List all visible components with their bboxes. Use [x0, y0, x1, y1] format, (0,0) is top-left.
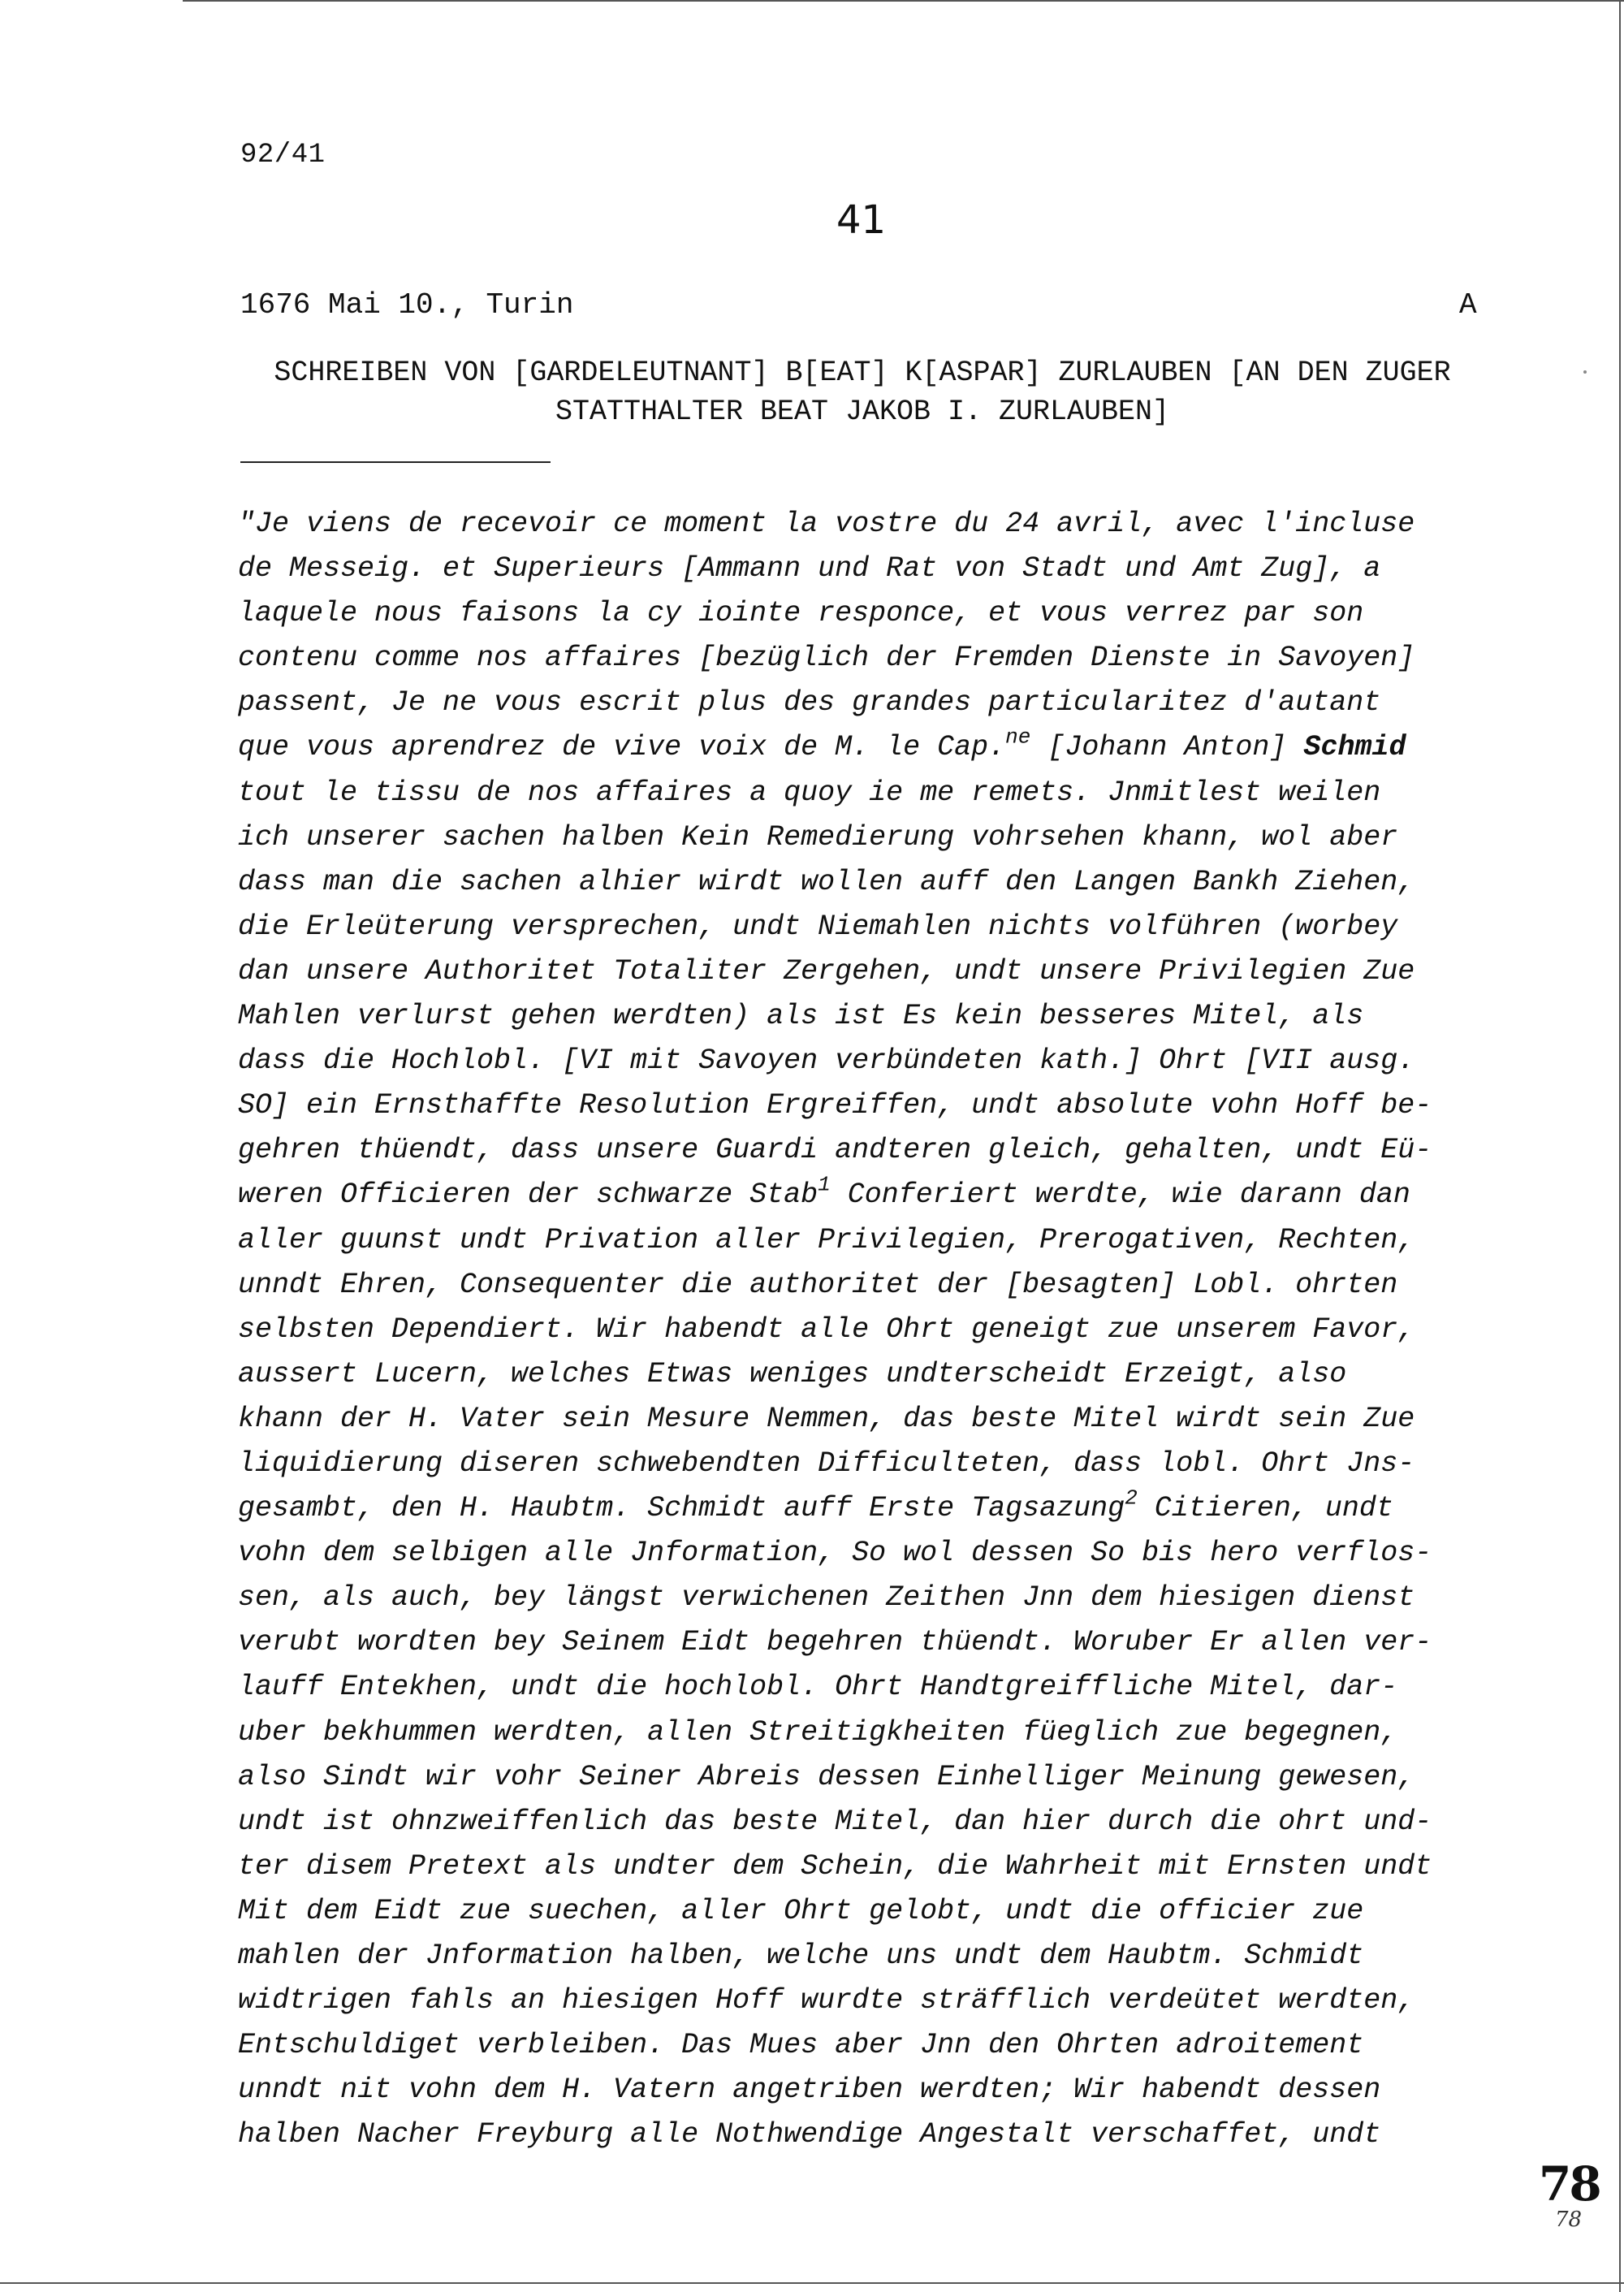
archive-reference: 92/41: [240, 140, 326, 171]
body-segment: Conferiert werdte, wie darann dan aller guunst undt Privation aller Privilegien, Prerogativen, Rechten, unndt Ehren, Consequenter die authoritet der [besagten] Lobl. ohrten selbsten Dependiert. Wir habendt alle Ohrt geneigt zue unserem Favor, aussert Lucern, welches Etwas weniges undterscheidt Erzeigt, also khann der H. Vater sein Mesure Nemmen, das beste Mitel wirdt sein Zue liquidierung diseren schwebendten Difficulteten, dass lobl. Ohrt Jns- gesambt, den H. Haubtm. Schmidt auff Erste Tagsazung: [238, 1178, 1415, 1525]
page-border-bottom: [0, 2282, 1624, 2284]
heading-rule: [240, 461, 551, 463]
body-segment: tout le tissu de nos affaires a quoy ie me remets. Jnmitlest weilen ich unserer sachen halben Kein Remedierung vohrsehen khann, wol aber dass man die sachen alhier wirdt wollen auff den Langen Bankh Ziehen, die Erleüterung versprechen, undt Niemahlen nichts volführen (worbey dan unsere Authoritet Totaliter Zergehen, undt unsere Privilegien Zue Mahlen verlurst gehen werdten) als ist Es kein besseres Mitel, als dass die Hochlobl. [VI mit Savoyen verbündeten kath.] Ohrt [VII ausg. SO] ein Ernsthaffte Resolution Ergreiffen, undt absolute vohn Hoff be- gehren thüendt, dass unsere Guardi andteren gleich, gehalten, undt Eü- weren Officieren der schwarze Stab: [238, 776, 1432, 1212]
letter-body: [238, 502, 1505, 2157]
body-segment: [Johann Anton]: [1030, 731, 1304, 764]
document-number: 41: [836, 197, 887, 243]
scan-speck: [1583, 370, 1587, 374]
page-number-pencil: 78: [1555, 2208, 1583, 2232]
page-border-top: [183, 0, 1624, 2]
footnote-marker-2: 2: [1125, 1485, 1138, 1511]
body-segment: "Je viens de recevoir ce moment la vostre du 24 avril, avec l'incluse de Messeig. et Superieurs [Ammann und Rat von Stadt und Amt Zug], a laquele nous faisons la cy iointe responce, et vous verrez par son contenu comme nos affaires [bezüglich der Fremden Dienste in Savoyen] passent, Je ne vous escrit plus des grandes particularitez d'autant que vous aprendrez de vive voix de M. le Cap.: [238, 508, 1415, 764]
document-heading: SCHREIBEN VON [GARDELEUTNANT] B[EAT] K[ASPAR] ZURLAUBEN [AN DEN ZUGER STATTHALTER BEAT JAKOB I. ZURLAUBEN]: [274, 357, 1451, 428]
page-number-stamp: 78: [1539, 2156, 1600, 2212]
hand-mark: A: [1459, 288, 1477, 322]
date-place-line: 1676 Mai 10., Turin: [240, 288, 574, 322]
footnote-marker-1: 1: [818, 1173, 831, 1198]
body-segment: Citieren, undt vohn dem selbigen alle Jnformation, So wol dessen So bis hero verflos- sen, als auch, bey längst verwichenen Zeithen Jnn dem hiesigen dienst verubt wordten bey Seinem Eidt begehren thüendt. Woruber Er allen ver- lauff Entekhen, undt die hochlobl. Ohrt Handtgreiffliche Mitel, dar- uber bekhummen werdten, allen Streitigkheiten füeglich zue begegnen, also Sindt wir vohr Seiner Abreis dessen Einhelliger Meinung gewesen, undt ist ohnzweiffenlich das beste Mitel, dan hier durch die ohrt und- ter disem Pretext als undter dem Schein, die Wahrheit mit Ernsten undt Mit dem Eidt zue suechen, aller Ohrt gelobt, undt die officier zue mahlen der Jnformation halben, welche uns undt dem Haubtm. Schmidt widtrigen fahls an hiesigen Hoff wurdte sträfflich verdeütet werdten, Entschuldiget verbleiben. Das Mues aber Jnn den Ohrten adroitement unndt nit vohn dem H. Vatern angetriben werdten; Wir habendt dessen halben Nacher Freyburg alle Nothwendige Angestalt verschaffet, undt: [238, 1492, 1432, 2151]
page-border-right: [1619, 0, 1621, 2292]
name-schmid-bold: Schmid: [1303, 731, 1406, 764]
superscript-ne: ne: [1005, 725, 1031, 750]
